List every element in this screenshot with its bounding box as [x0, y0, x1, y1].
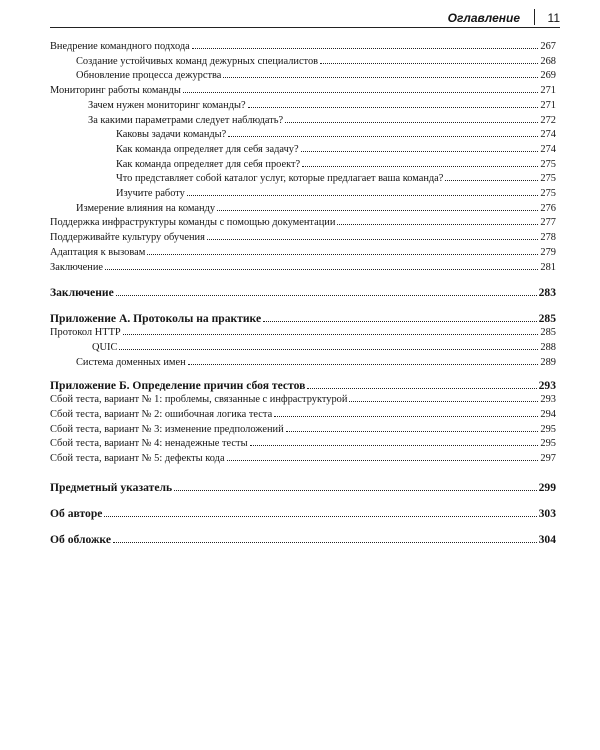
dot-leader	[188, 364, 539, 365]
toc-entry[interactable]	[50, 286, 556, 300]
dot-leader	[183, 92, 539, 93]
toc-entry[interactable]	[50, 533, 556, 547]
toc-entry-page: 271	[540, 85, 556, 97]
toc-entry-title: Адаптация к вызовам	[50, 246, 146, 258]
dot-leader	[147, 254, 538, 255]
toc-entry-page: 304	[538, 532, 556, 546]
toc-entry-page: 281	[540, 261, 556, 273]
toc-entry[interactable]	[50, 40, 556, 55]
toc-entry-title: Сбой теста, вариант № 2: ошибочная логика теста	[50, 409, 273, 421]
toc-entry-title: Измерение влияния на команду	[76, 202, 216, 214]
dot-leader	[248, 107, 539, 108]
dot-leader	[228, 136, 538, 137]
toc-entry-title: Сбой теста, вариант № 1: проблемы, связанные с инфраструктурой	[50, 394, 348, 406]
toc-entry-page: 285	[540, 327, 556, 339]
toc-entry[interactable]	[50, 84, 556, 99]
toc-entry-title: Приложение А. Протоколы на практике	[50, 312, 262, 326]
dot-leader	[286, 431, 539, 432]
dot-leader	[104, 516, 536, 517]
toc-entry[interactable]	[50, 356, 556, 371]
toc-entry-title: Обновление процесса дежурства	[76, 70, 222, 82]
toc-entry-title: Об обложке	[50, 532, 111, 546]
toc-entry[interactable]	[50, 481, 556, 495]
dot-leader	[207, 239, 539, 240]
toc-entry[interactable]	[50, 326, 556, 341]
toc-entry[interactable]	[50, 202, 556, 217]
running-title: Оглавление	[447, 11, 520, 25]
toc-entry-page: 295	[540, 438, 556, 450]
toc-entry-page: 295	[540, 423, 556, 435]
toc-entry-page: 272	[540, 114, 556, 126]
dot-leader	[119, 349, 538, 350]
toc-entry[interactable]	[50, 423, 556, 438]
toc-entry[interactable]	[50, 341, 556, 356]
toc-entry-page: 293	[540, 394, 556, 406]
toc-entry-title: Сбой теста, вариант № 5: дефекты кода	[50, 453, 225, 465]
page-number: 11	[547, 11, 560, 25]
dot-leader	[320, 63, 538, 64]
toc-entry-page: 303	[538, 506, 556, 520]
toc-entry-title: Об авторе	[50, 506, 103, 520]
header-separator	[534, 9, 535, 25]
toc-entry-page: 289	[540, 356, 556, 368]
toc-entry[interactable]	[50, 312, 556, 326]
toc-entry-page: 299	[538, 480, 556, 494]
toc-entry[interactable]	[50, 99, 556, 114]
dot-leader	[445, 180, 538, 181]
toc-entry-title: Что представляет собой каталог услуг, которые предлагает ваша команда?	[116, 173, 444, 185]
toc-entry-title: Заключение	[50, 261, 103, 273]
toc-entry-page: 271	[540, 99, 556, 111]
toc-entry-page: 268	[540, 55, 556, 67]
toc-entry-title: Протокол HTTP	[50, 327, 121, 339]
toc-entry-title: За какими параметрами следует наблюдать?	[88, 114, 284, 126]
toc-entry-page: 274	[540, 129, 556, 141]
dot-leader	[274, 416, 538, 417]
toc-entry-title: Поддержка инфраструктуры команды с помощью документации	[50, 217, 336, 229]
dot-leader	[337, 224, 538, 225]
toc-entry-title: Создание устойчивых команд дежурных специалистов	[76, 55, 319, 67]
toc-entry-title: Внедрение командного подхода	[50, 41, 190, 52]
toc-entry-page: 285	[538, 312, 556, 326]
dot-leader	[123, 334, 539, 335]
header-rule	[50, 27, 560, 28]
toc-entry-title: Заключение	[50, 286, 114, 300]
toc-entry[interactable]	[50, 128, 556, 143]
dot-leader	[174, 490, 537, 491]
dot-leader	[301, 151, 539, 152]
toc-entry-title: Приложение Б. Определение причин сбоя тестов	[50, 379, 306, 393]
toc-entry[interactable]	[50, 246, 556, 261]
dot-leader	[116, 295, 537, 296]
toc-entry-page: 293	[538, 379, 556, 393]
toc-entry-title: Система доменных имен	[76, 356, 186, 368]
toc-entry-page: 297	[540, 453, 556, 465]
dot-leader	[285, 122, 538, 123]
toc-entry-title: Предметный указатель	[50, 480, 173, 494]
toc-entry-page: 275	[540, 173, 556, 185]
toc-entry-title: Как команда определяет для себя задачу?	[116, 143, 299, 155]
toc-entry[interactable]	[50, 55, 556, 70]
dot-leader	[349, 401, 538, 402]
toc-entry-page: 275	[540, 188, 556, 200]
toc-entry[interactable]	[50, 216, 556, 231]
toc-entry[interactable]	[50, 408, 556, 423]
toc-entry[interactable]	[50, 231, 556, 246]
toc-entry-page: 279	[540, 246, 556, 258]
toc-entry-page: 274	[540, 143, 556, 155]
toc-entry[interactable]	[50, 507, 556, 521]
toc-entry-page: 269	[540, 70, 556, 82]
toc-entry[interactable]	[50, 187, 556, 202]
toc-entry-title: Сбой теста, вариант № 3: изменение предположений	[50, 423, 284, 435]
toc-entry-title: QUIC	[92, 341, 118, 353]
toc-entry[interactable]	[50, 158, 556, 173]
toc-entry-page: 294	[540, 409, 556, 421]
toc-entry[interactable]	[50, 172, 556, 187]
toc-entry-title: Сбой теста, вариант № 4: ненадежные тесты	[50, 438, 248, 450]
toc-entry-page: 288	[540, 341, 556, 353]
toc-entry[interactable]	[50, 379, 556, 393]
toc-entry-title: Изучите работу	[116, 188, 185, 200]
toc-entry-title: Поддерживайте культуру обучения	[50, 232, 205, 244]
toc-entry[interactable]	[50, 437, 556, 452]
toc-entry-title: Мониторинг работы команды	[50, 85, 181, 97]
dot-leader	[217, 210, 538, 211]
toc-entry-title: Каковы задачи команды?	[116, 129, 227, 141]
dot-leader	[192, 48, 539, 49]
toc-entry[interactable]	[50, 452, 556, 467]
dot-leader	[223, 77, 538, 78]
dot-leader	[227, 460, 539, 461]
toc-entry-page: 275	[540, 158, 556, 170]
toc-entry-title: Зачем нужен мониторинг команды?	[88, 99, 246, 111]
toc-entry-page: 276	[540, 202, 556, 214]
toc-entry[interactable]	[50, 261, 556, 276]
toc-entry[interactable]	[50, 393, 556, 408]
dot-leader	[307, 388, 536, 389]
page-header	[0, 8, 600, 28]
toc-entry-page: 277	[540, 217, 556, 229]
dot-leader	[263, 321, 537, 322]
toc-entry[interactable]	[50, 114, 556, 129]
toc-entry[interactable]	[50, 143, 556, 158]
dot-leader	[113, 542, 537, 543]
table-of-contents	[50, 40, 556, 547]
toc-entry[interactable]	[50, 69, 556, 84]
dot-leader	[105, 269, 538, 270]
dot-leader	[302, 166, 538, 167]
toc-entry-title: Как команда определяет для себя проект?	[116, 158, 301, 170]
dot-leader	[187, 195, 539, 196]
toc-entry-page: 267	[540, 41, 556, 52]
toc-entry-page: 283	[538, 286, 556, 300]
dot-leader	[250, 445, 539, 446]
toc-entry-page: 278	[540, 232, 556, 244]
